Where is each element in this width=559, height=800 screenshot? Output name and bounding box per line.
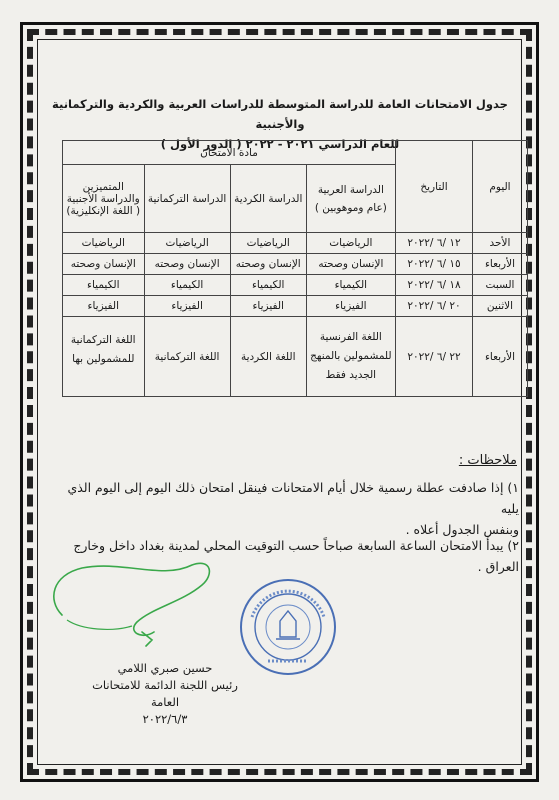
header-turkmen-study: الدراسة التركمانية (144, 165, 230, 233)
cell-turkmen: الرياضيات (144, 233, 230, 254)
cell-arabic-line2: للمشمولين بالمنهج (310, 350, 392, 362)
table-row (63, 296, 528, 317)
cell-foreign: الفيزياء (63, 296, 145, 317)
cell-date: ٢٢ /٦ /٢٠٢٢ (396, 317, 473, 397)
cell-arabic: الرياضيات (306, 233, 395, 254)
header-subject: مادة الامتحان (63, 141, 396, 165)
cell-arabic-line3: الجديد فقط (325, 369, 377, 381)
header-foreign-study (63, 165, 145, 233)
cell-day: الأربعاء (473, 254, 528, 275)
signer-name: حسين صبري اللامي (117, 661, 213, 675)
cell-turkmen: الكيمياء (144, 275, 230, 296)
note-1-line2: وبنفس الجدول أعلاه . (405, 522, 519, 537)
cell-arabic: الفيزياء (306, 296, 395, 317)
header-foreign-line2: والدراسة الأجنبية (66, 192, 140, 205)
header-day: اليوم (473, 141, 528, 233)
cell-arabic-line1: اللغة الفرنسية (319, 331, 382, 343)
cell-foreign-line1: اللغة التركمانية (70, 334, 136, 346)
cell-foreign (63, 317, 145, 397)
table-row (63, 233, 528, 254)
signature-block (90, 660, 240, 728)
notes-title: ملاحظات : (458, 453, 517, 468)
cell-day: السبت (473, 275, 528, 296)
cell-date: ١٨ /٦ /٢٠٢٢ (396, 275, 473, 296)
note-1-line1: ١) إذا صادفت عطلة رسمية خلال أيام الامتحانات فينقل امتحان ذلك اليوم إلى اليوم الذي يليه (67, 480, 519, 516)
header-date: التاريخ (396, 141, 473, 233)
cell-kurdish: اللغة الكردية (230, 317, 306, 397)
exam-schedule-table (62, 140, 528, 397)
cell-foreign: الكيمياء (63, 275, 145, 296)
cell-foreign: الرياضيات (63, 233, 145, 254)
cell-day: الأربعاء (473, 317, 528, 397)
cell-date: ٢٠ /٦ /٢٠٢٢ (396, 296, 473, 317)
note-1 (49, 477, 519, 540)
header-arabic-line1: الدراسة العربية (317, 183, 384, 196)
cell-kurdish: الكيمياء (230, 275, 306, 296)
cell-foreign: الإنسان وصحته (63, 254, 145, 275)
cell-kurdish: الإنسان وصحته (230, 254, 306, 275)
header-arabic-study (306, 165, 395, 233)
note-2-line2: العراق . (477, 559, 519, 574)
cell-date: ١٢ /٦ /٢٠٢٢ (396, 233, 473, 254)
handwritten-signature (42, 560, 217, 650)
cell-day: الاثنين (473, 296, 528, 317)
cell-arabic: الإنسان وصحته (306, 254, 395, 275)
title-line-1: جدول الامتحانات العامة للدراسة المتوسطة للدراسات العربية والكردية والتركمانية والأجنبية (52, 97, 508, 131)
cell-turkmen: اللغة التركمانية (144, 317, 230, 397)
header-arabic-line2: (عام وموهوبين ) (314, 201, 387, 214)
header-kurdish-study: الدراسة الكردية (230, 165, 306, 233)
table-row (63, 254, 528, 275)
cell-kurdish: الفيزياء (230, 296, 306, 317)
cell-day: الأحد (473, 233, 528, 254)
title-line-2: للعام الدراسي ٢٠٢١ - ٢٠٢٢ ( الدور الأول ) (160, 137, 400, 151)
cell-turkmen: الفيزياء (144, 296, 230, 317)
cell-foreign-line2: للمشمولين بها (72, 353, 135, 365)
signature-date: ٢٠٢٢/٦/٣ (142, 712, 188, 726)
cell-date: ١٥ /٦ /٢٠٢٢ (396, 254, 473, 275)
header-foreign-line1: المتميزين (82, 180, 124, 193)
cell-turkmen: الإنسان وصحته (144, 254, 230, 275)
cell-arabic (306, 317, 395, 397)
note-2-line1: ٢) يبدأ الامتحان الساعة السابعة صباحاً حسب التوقيت المحلي لمدينة بغداد داخل وخارج (73, 538, 519, 553)
cell-arabic: الكيمياء (306, 275, 395, 296)
table-row (63, 275, 528, 296)
cell-kurdish: الرياضيات (230, 233, 306, 254)
signer-position: رئيس اللجنة الدائمة للامتحانات العامة (92, 678, 238, 709)
official-stamp (238, 577, 338, 677)
table-row (63, 317, 528, 397)
header-foreign-line3: ( اللغة الإنكليزية) (66, 204, 141, 217)
